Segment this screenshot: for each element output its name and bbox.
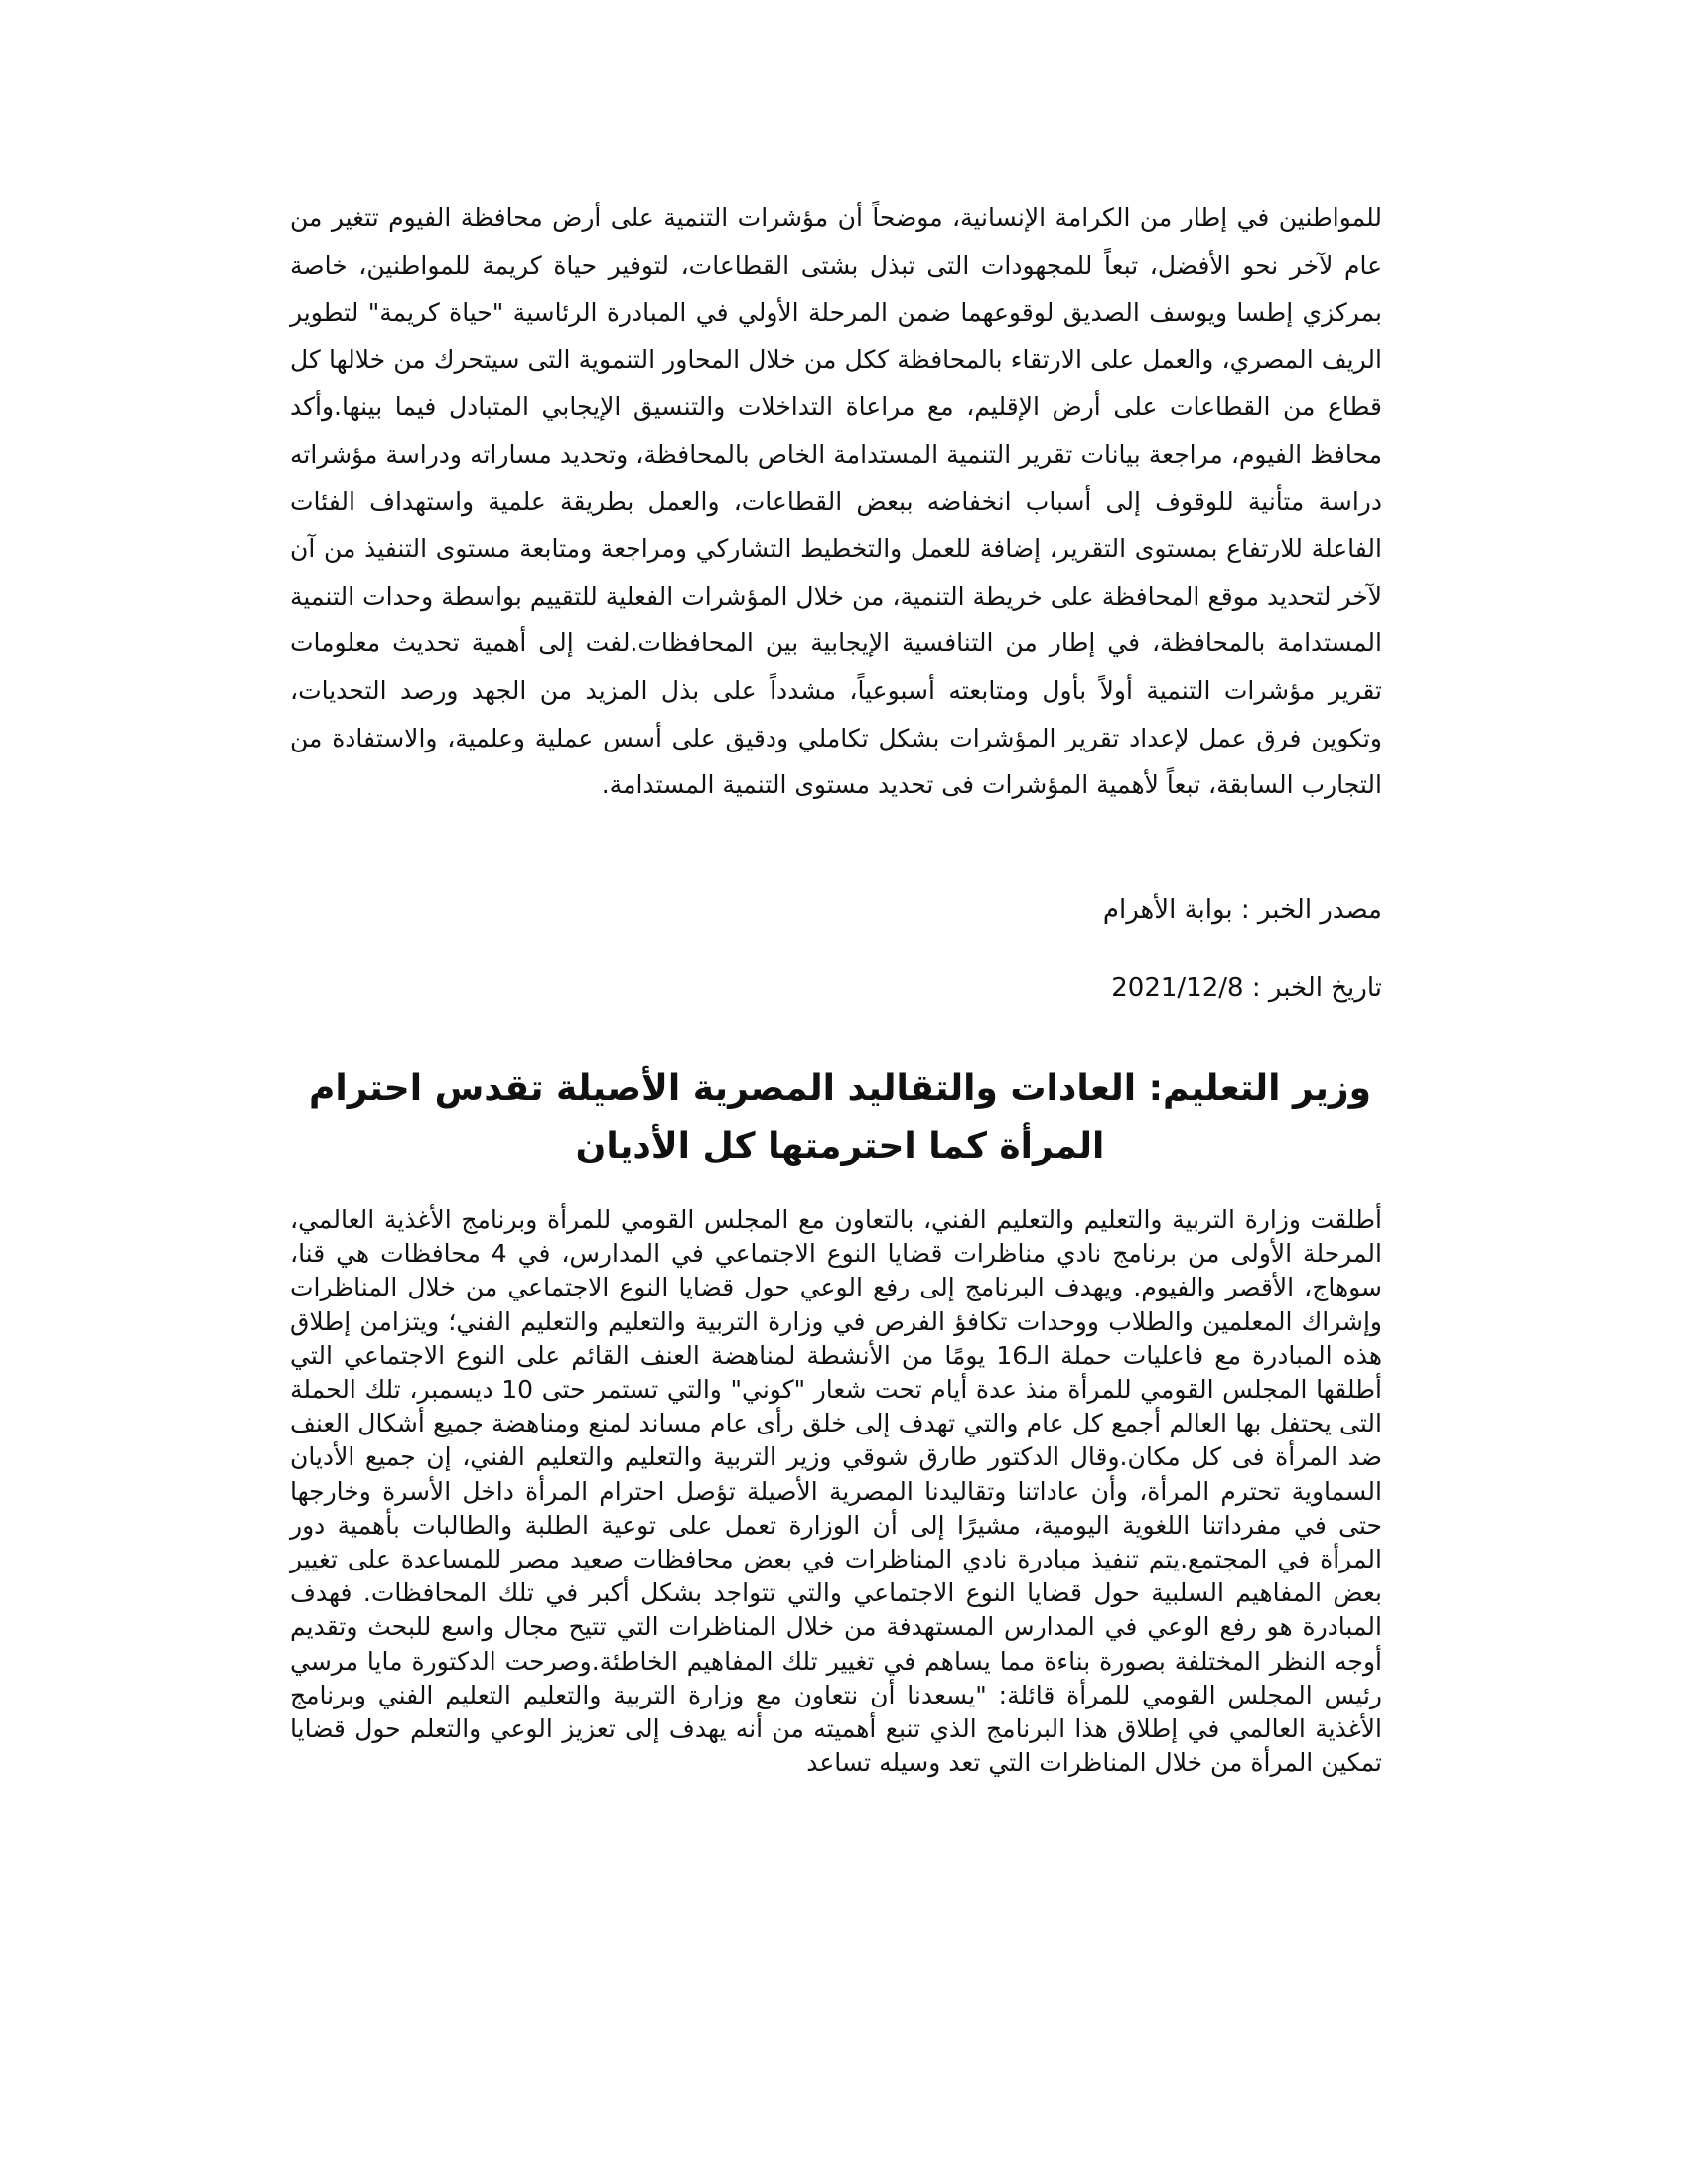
- article-headline: وزير التعليم: العادات والتقاليد المصرية الأصيلة تقدس احترام المرأة كما احترمتها كل الأديان: [308, 1068, 1372, 1166]
- article-paragraph: للمواطنين في إطار من الكرامة الإنسانية، موضحاً أن مؤشرات التنمية على أرض محافظة الفيوم تتغير من عام لآخر نحو الأفضل، تبعاً للمجهودات التى تبذل بشتى القطاعات، لتوفير حياة كريمة للمواطنين، خاصة بمركزي إطسا ويوسف الصديق لوقوعهما ضمن المرحلة الأولي في المبادرة الرئاسية "حياة كريمة" لتطوير الريف المصري، والعمل على الارتقاء بالمحافظة ككل من خلال المحاور التنموية التى سيتحرك من خلالها كل قطاع من القطاعات على أرض الإقليم، مع مراعاة التداخلات والتنسيق الإيجابي المتبادل فيما بينها.وأكد محافظ الفيوم، مراجعة بيانات تقرير التنمية المستدامة الخاص بالمحافظة، وتحديد مساراته ودراسة مؤشراته دراسة متأنية للوقوف إلى أسباب انخفاضه ببعض القطاعات، والعمل بطريقة علمية واستهداف الفئات الفاعلة للارتفاع بمستوى التقرير، إضافة للعمل والتخطيط التشاركي ومراجعة ومتابعة مستوى التنفيذ من آن لآخر لتحديد موقع المحافظة على خريطة التنمية، من خلال المؤشرات الفعلية للتقييم بواسطة وحدات التنمية المستدامة بالمحافظة، في إطار من التنافسية الإيجابية بين المحافظات.لفت إلى أهمية تحديث معلومات تقرير مؤشرات التنمية أولاً بأول ومتابعته أسبوعياً، مشدداً على بذل المزيد من الجهد ورصد التحديات، وتكوين فرق عمل لإعداد تقرير المؤشرات بشكل تكاملي ودقيق على أسس عملية وعلمية، والاستفادة من التجارب السابقة، تبعاً لأهمية المؤشرات فى تحديد مستوى التنمية المستدامة.: [290, 204, 1382, 800]
- news-date: تاريخ الخبر : 2021/12/8: [1111, 973, 1382, 1003]
- article-body: أطلقت وزارة التربية والتعليم والتعليم الفني، بالتعاون مع المجلس القومي للمرأة وبرنامج الأغذية العالمي، المرحلة الأولى من برنامج نادي مناظرات قضايا النوع الاجتماعي في المدارس، في 4 محافظات هي قنا، سوهاج، الأقصر والفيوم. ويهدف البرنامج إلى رفع الوعي حول قضايا النوع الاجتماعي من خلال المناظرات وإشراك المعلمين والطلاب ووحدات تكافؤ الفرص في وزارة التربية والتعليم والتعليم الفني؛ ويتزامن إطلاق هذه المبادرة مع فاعليات حملة الـ16 يومًا من الأنشطة لمناهضة العنف القائم على النوع الاجتماعي التي أطلقها المجلس القومي للمرأة منذ عدة أيام تحت شعار "كوني" والتي تستمر حتى 10 ديسمبر، تلك الحملة التى يحتفل بها العالم أجمع كل عام والتي تهدف إلى خلق رأى عام مساند لمنع ومناهضة جميع أشكال العنف ضد المرأة فى كل مكان.وقال الدكتور طارق شوقي وزير التربية والتعليم والتعليم الفني، إن جميع الأديان السماوية تحترم المرأة، وأن عاداتنا وتقاليدنا المصرية الأصيلة تؤصل احترام المرأة داخل الأسرة وخارجها حتى في مفرداتنا اللغوية اليومية، مشيرًا إلى أن الوزارة تعمل على توعية الطلبة والطالبات بأهمية دور المرأة في المجتمع.يتم تنفيذ مبادرة نادي المناظرات في بعض محافظات صعيد مصر للمساعدة على تغيير بعض المفاهيم السلبية حول قضايا النوع الاجتماعي والتي تتواجد بشكل أكبر في تلك المحافظات. فهدف المبادرة هو رفع الوعي في المدارس المستهدفة من خلال المناظرات التي تتيح مجال واسع للبحث وتقديم أوجه النظر المختلفة بصورة بناءة مما يساهم في تغيير تلك المفاهيم الخاطئة.وصرحت الدكتورة مايا مرسي رئيس المجلس القومي للمرأة قائلة: "يسعدنا أن نتعاون مع وزارة التربية والتعليم التعليم الفني وبرنامج الأغذية العالمي في إطلاق هذا البرنامج الذي تنبع أهميته من أنه يهدف إلى تعزيز الوعي والتعلم حول قضايا تمكين المرأة من خلال المناظرات التي تعد وسيله تساعد: [290, 1205, 1382, 1778]
- news-source: مصدر الخبر : بوابة الأهرام: [1102, 895, 1382, 925]
